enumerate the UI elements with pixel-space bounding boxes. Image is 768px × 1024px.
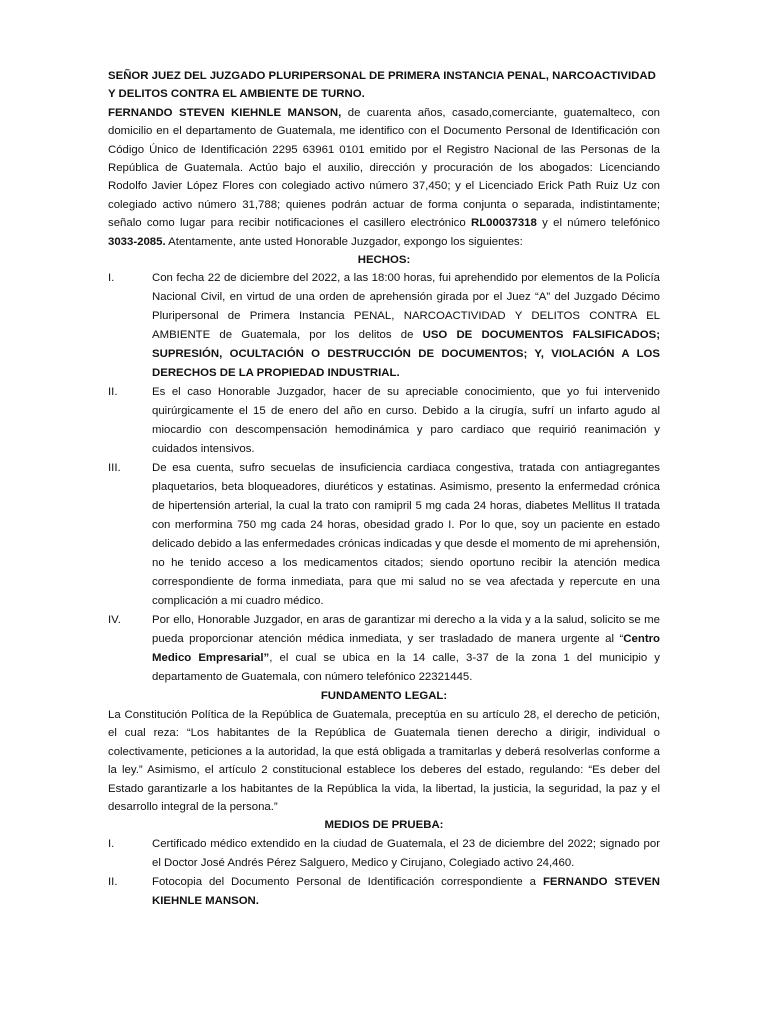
intro-text-1: de cuarenta años, casado,comerciante, guatemalteco, con domicilio en el departamento de Guatemala, me identifico con el Documento Personal de Identificación con Código Único de Identificación 2295 63961 0101 emitido por el Registro Nacional de las Personas de la República de Guatemala. Actúo bajo el auxilio, dirección y procuración de los abogados: Licenciando Rodolfo Javier López Flores con colegiado activo número 37,450; y el Licenciado Erick Path Ruiz Uz con colegiado activo número 31,788; quienes podrán actuar de forma conjunta o separada, indistintamente; señalo como lugar para recibir notificaciones el casillero electrónico [108, 106, 660, 230]
section-heading-fundamento: FUNDAMENTO LEGAL: [320, 690, 448, 703]
hechos-item [108, 269, 660, 383]
electronic-box: RL00037318 [470, 217, 537, 230]
item-text: Por ello, Honorable Juzgador, en aras de garantizar mi derecho a la vida y a la salud, solicito se me pueda proporcionar atención médica inmediata, y ser trasladado de manera urgente al “Centro Medico Empresarial”, el cual se ubica en la 14 calle, 3-37 de la zona 1 del municipio y departamento de Guatemala, con número telefónico 22321445. [152, 614, 660, 684]
item-text: Certificado médico extendido en la ciudad de Guatemala, el 23 de diciembre del 2022; signado por el Doctor José Andrés Pérez Salguero, Medico y Cirujano, Colegiado activo 24,460. [152, 837, 660, 869]
item-number: I. [108, 272, 115, 285]
hechos-item [108, 611, 660, 687]
item-text: Fotocopia del Documento Personal de Identificación correspondiente a FERNANDO STEVEN KIEHNLE MANSON. [152, 875, 660, 907]
phone-number: 3033-2085. [108, 235, 166, 248]
hechos-item [108, 383, 660, 459]
fundamento-paragraph: La Constitución Política de la República de Guatemala, preceptúa en su artículo 28, el derecho de petición, el cual reza: “Los habitantes de la República de Guatemala tienen derecho a dirigir, individual o colectivamente, peticiones a la autoridad, la que está obligada a tramitarlas y deberá resolverlas conforme a la ley.” Asimismo, el artículo 2 constitucional establece los deberes del estado, regulando: “Es deber del Estado garantizarle a los habitantes de la República la vida, la libertad, la justicia, la seguridad, la paz y el desarrollo integral de la persona.” [108, 708, 660, 813]
intro-text-2: y el número telefónico [536, 217, 660, 230]
item-number: IV. [108, 614, 121, 627]
item-number: II. [108, 386, 118, 399]
intro-text-3: Atentamente, ante usted Honorable Juzgador, expongo los siguientes: [165, 235, 523, 248]
hechos-item [108, 459, 660, 611]
item-number: III. [108, 462, 121, 475]
medios-list [108, 835, 660, 911]
medios-item [108, 835, 660, 873]
medios-item [108, 873, 660, 911]
hechos-list [108, 269, 660, 687]
intro-paragraph [108, 104, 660, 251]
item-text: Con fecha 22 de diciembre del 2022, a las 18:00 horas, fui aprehendido por elementos de la Policía Nacional Civil, en virtud de una orden de aprehensión girada por el Juez “A” del Juzgado Décimo Pluripersonal de Primera Instancia PENAL, NARCOACTIVIDAD Y DELITOS CONTRA EL AMBIENTE de Guatemala, por los delitos de USO DE DOCUMENTOS FALSIFICADOS; SUPRESIÓN, OCULTACIÓN O DESTRUCCIÓN DE DOCUMENTOS; Y, VIOLACIÓN A LOS DERECHOS DE LA PROPIEDAD INDUSTRIAL. [152, 272, 660, 380]
petitioner-name: FERNANDO STEVEN KIEHNLE MANSON, [108, 106, 342, 119]
item-number: I. [108, 837, 115, 850]
item-number: II. [108, 875, 118, 888]
item-text: De esa cuenta, sufro secuelas de insuficiencia cardiaca congestiva, tratada con antiagregantes plaquetarios, beta bloqueadores, diuréticos y estatinas. Asimismo, presento la enfermedad crónica de hipertensión arterial, la cual la trato con ramipril 5 mg cada 24 horas, diabetes Mellitus II tratada con merformina 750 mg cada 24 horas, obesidad grado I. Por lo que, soy un paciente en estado delicado debido a las enfermedades crónicas indicadas y que desde el momento de mi aprehensión, no he tenido acceso a los medicamentos citados; siendo oportuno recibir la atención medica correspondiente de forma inmediata, para que mi salud no se vea afectada y repercute en una complicación a mi cuadro médico. [152, 462, 660, 608]
section-heading-hechos: HECHOS: [357, 254, 411, 267]
section-heading-medios: MEDIOS DE PRUEBA: [324, 819, 444, 832]
item-text: Es el caso Honorable Juzgador, hacer de su apreciable conocimiento, que yo fui intervenido quirúrgicamente el 15 de enero del año en curso. Debido a la cirugía, sufrí un infarto agudo al miocardio con descompensación hemodinámica y paro cardiaco que requirió reanimación y cuidados intensivos. [152, 386, 660, 456]
document-title: SEÑOR JUEZ DEL JUZGADO PLURIPERSONAL DE PRIMERA INSTANCIA PENAL, NARCOACTIVIDAD Y DELITOS CONTRA EL AMBIENTE DE TURNO. [108, 70, 656, 101]
